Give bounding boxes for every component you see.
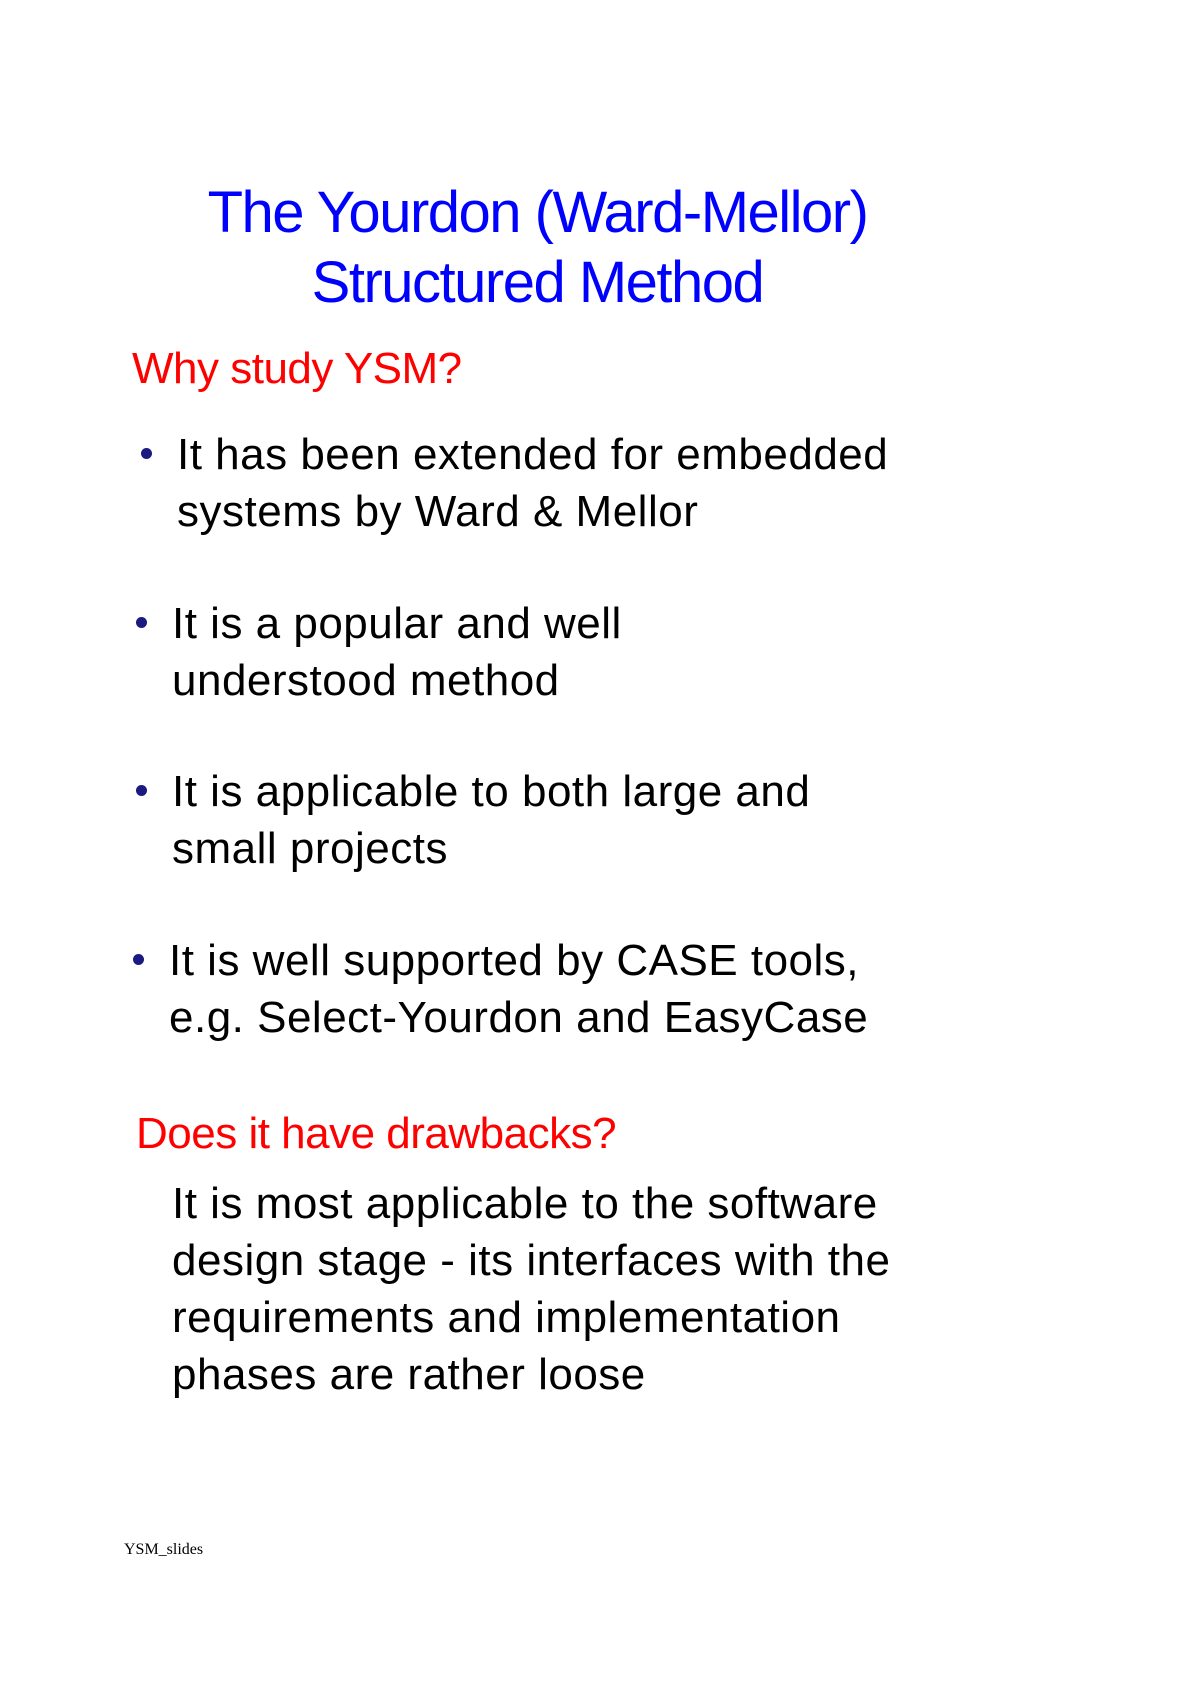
bullet-dot-icon bbox=[141, 448, 152, 459]
why-study-heading: Why study YSM? bbox=[132, 344, 462, 393]
bullet-text-line: It is a popular and well bbox=[172, 599, 622, 648]
drawbacks-text-line: design stage - its interfaces with the bbox=[172, 1236, 891, 1285]
slide-title-line-1: The Yourdon (Ward-Mellor) bbox=[207, 180, 868, 245]
bullet-text-line: e.g. Select-Yourdon and EasyCase bbox=[169, 993, 869, 1042]
bullet-item bbox=[169, 932, 868, 1046]
slide-title-line-2: Structured Method bbox=[311, 250, 764, 315]
slide-title bbox=[0, 178, 1075, 318]
bullet-dot-icon bbox=[136, 617, 147, 628]
bullet-item bbox=[172, 595, 622, 709]
bullet-dot-icon bbox=[133, 954, 144, 965]
drawbacks-heading: Does it have drawbacks? bbox=[136, 1109, 617, 1158]
bullet-text-line: It is applicable to both large and bbox=[172, 767, 811, 816]
drawbacks-text-line: requirements and implementation bbox=[172, 1293, 841, 1342]
bullet-text-line: understood method bbox=[172, 656, 560, 705]
bullet-text-line: It has been extended for embedded bbox=[177, 430, 889, 479]
bullet-item bbox=[177, 426, 888, 540]
bullet-text-line: small projects bbox=[172, 824, 448, 873]
drawbacks-text-line: phases are rather loose bbox=[172, 1350, 646, 1399]
bullet-text-line: It is well supported by CASE tools, bbox=[169, 936, 860, 985]
bullet-dot-icon bbox=[136, 785, 147, 796]
bullet-item bbox=[172, 763, 810, 877]
bullet-text-line: systems by Ward & Mellor bbox=[177, 487, 699, 536]
slide-footer: YSM_slides bbox=[124, 1541, 204, 1558]
drawbacks-paragraph bbox=[172, 1175, 890, 1403]
drawbacks-text-line: It is most applicable to the software bbox=[172, 1179, 878, 1228]
